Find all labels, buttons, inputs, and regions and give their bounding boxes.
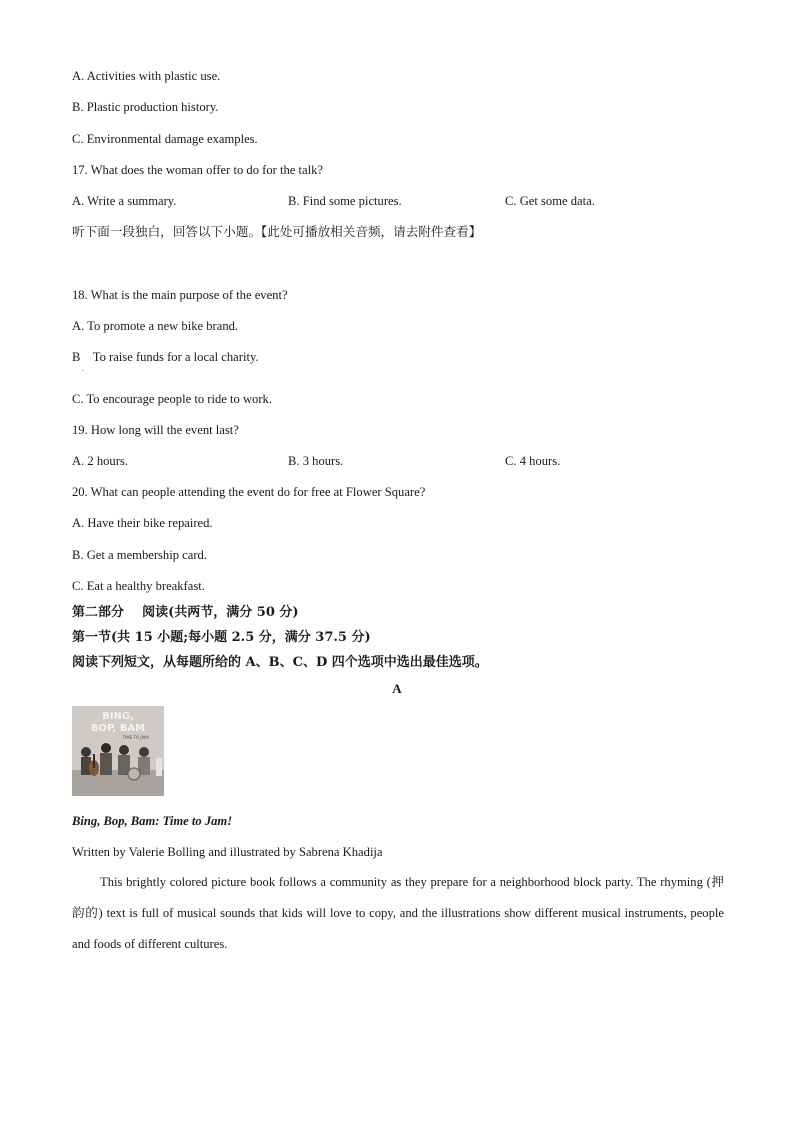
part2-title: 第二部分 阅读(共两节，满分 50 分) <box>72 605 299 620</box>
book-credits: Written by Valerie Bolling and illustrated by Sabrena Khadija <box>72 845 383 859</box>
q16-option-a: A. Activities with plastic use. <box>72 69 221 83</box>
q19-option-b: B. 3 hours. <box>288 454 344 468</box>
cover-title-line2: BOP, BAM <box>90 723 146 734</box>
listening-instruction: 听下面一段独白，回答以下小题。【此处可播放相关音频，请去附件查看】 <box>72 224 482 239</box>
q18-option-b: B To raise funds for a local charity. <box>72 350 259 364</box>
q20-option-c: C. Eat a healthy breakfast. <box>72 579 205 593</box>
q19-option-a: A. 2 hours. <box>72 454 128 468</box>
reading-instruction: 阅读下列短文，从每题所给的 A、B、C、D 四个选项中选出最佳选项。 <box>72 655 488 670</box>
q20-question: 20. What can people attending the event do for free at Flower Square? <box>72 485 426 499</box>
q17-question: 17. What does the woman offer to do for the talk? <box>72 163 323 177</box>
section1-title: 第一节(共 15 小题;每小题 2.5 分，满分 37.5 分) <box>72 630 371 645</box>
q19-question: 19. How long will the event last? <box>72 423 239 437</box>
q17-option-b: B. Find some pictures. <box>288 194 402 208</box>
q16-option-c: C. Environmental damage examples. <box>72 132 258 146</box>
q18-option-a: A. To promote a new bike brand. <box>72 319 239 333</box>
book-cover-illustration <box>72 706 164 796</box>
q18-option-b-dot: . <box>82 365 84 373</box>
cover-title-line1: BING, <box>102 711 134 722</box>
book-title: Bing, Bop, Bam: Time to Jam! <box>72 814 233 828</box>
q18-option-c: C. To encourage people to ride to work. <box>72 392 272 406</box>
q20-option-b: B. Get a membership card. <box>72 548 207 562</box>
book-cover-image <box>72 706 164 796</box>
q17-option-a: A. Write a summary. <box>72 194 177 208</box>
q17-option-c: C. Get some data. <box>505 194 595 208</box>
q20-option-a: A. Have their bike repaired. <box>72 516 213 530</box>
q19-option-c: C. 4 hours. <box>505 454 561 468</box>
q18-question: 18. What is the main purpose of the event? <box>72 288 288 302</box>
book-description: This brightly colored picture book follows a community as they prepare for a neighborhood block party. The rhyming (押韵的) text is full of musical sounds that kids will love to copy, and the illustrations show different musical instruments, people and foods of different cultures. <box>72 875 724 951</box>
cover-subtitle: TIME TO JAM! <box>122 735 150 740</box>
q16-option-b: B. Plastic production history. <box>72 100 219 114</box>
passage-label: A <box>392 681 402 696</box>
